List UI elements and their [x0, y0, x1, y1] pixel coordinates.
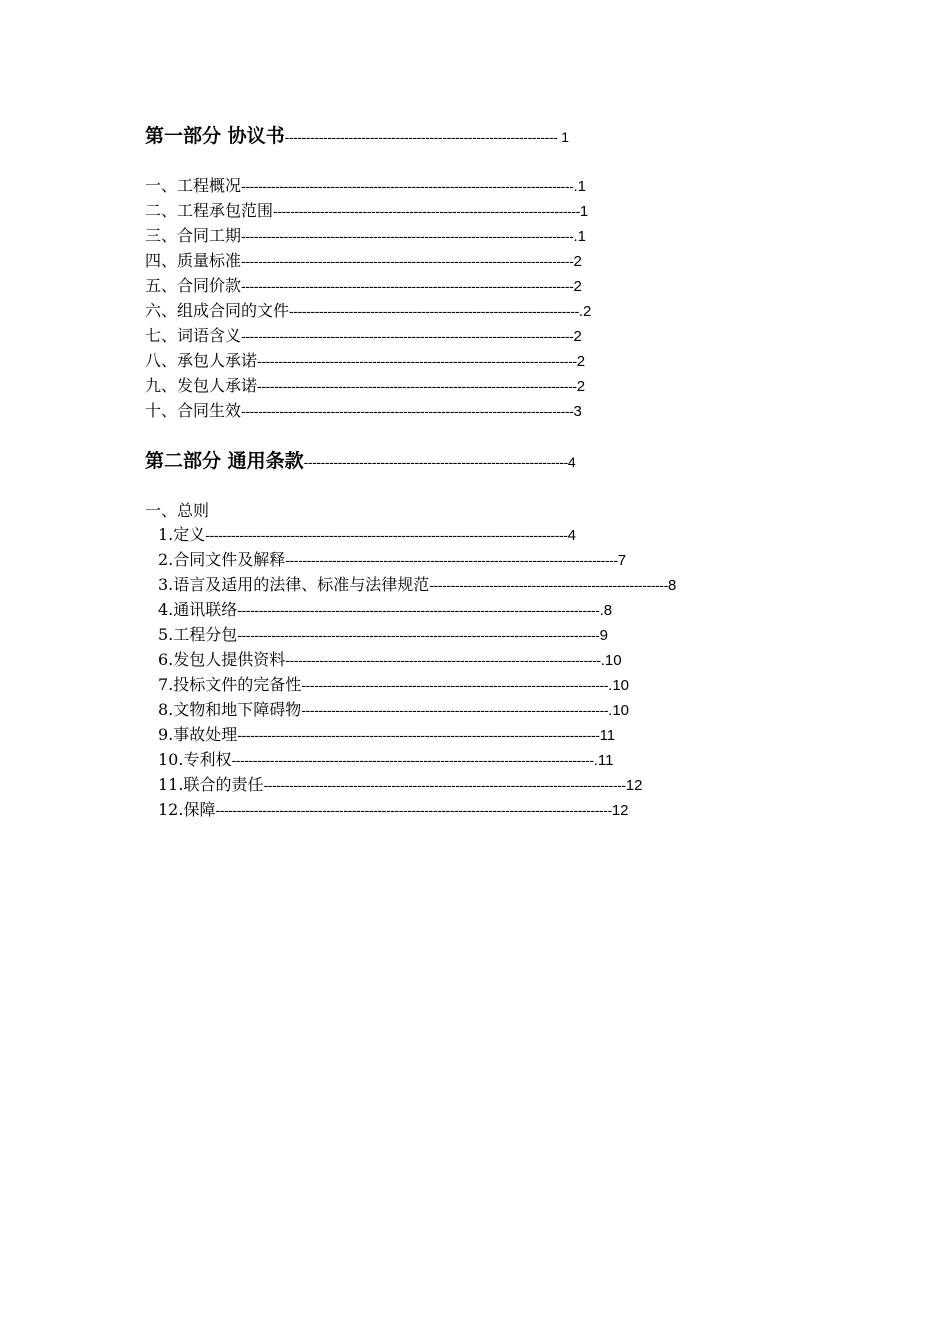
toc-leader: -------------------------------------------------------------------------------------	[237, 727, 600, 743]
toc-leader: ------------------------------------------------------------------------------	[241, 328, 574, 344]
toc-entry-page: 4	[567, 527, 576, 544]
toc-section-heading[interactable]	[145, 500, 445, 522]
toc-entry-label: 6.发包人提供资料	[158, 650, 286, 669]
toc-entry[interactable]	[145, 200, 775, 223]
toc-entry[interactable]	[145, 350, 777, 373]
toc-entry-page: 9	[599, 627, 608, 644]
toc-leader: ---------------------------------------------------------------------------------------------	[215, 802, 612, 818]
toc-entry[interactable]	[158, 574, 808, 597]
toc-entry[interactable]	[158, 799, 768, 822]
toc-entry-page: 2	[576, 378, 586, 395]
toc-entry-page: 12	[611, 802, 629, 819]
toc-entry-page: .2	[578, 303, 592, 320]
toc-entry[interactable]	[158, 674, 768, 697]
toc-entry-label: 四、质量标准	[145, 251, 242, 270]
toc-entry-page: .1	[573, 178, 586, 195]
toc-leader: ------------------------------------------------------------------------------	[241, 178, 574, 194]
toc-entry-page: 2	[573, 278, 582, 295]
toc-entry-page: 8	[667, 577, 677, 594]
toc-entry[interactable]	[158, 624, 768, 647]
toc-entry-label: 11.联合的责任	[158, 775, 264, 794]
toc-entry[interactable]	[158, 724, 768, 747]
toc-entry[interactable]	[158, 599, 768, 622]
toc-entry-page: .8	[599, 602, 613, 619]
toc-entry-page: 11	[599, 727, 616, 744]
toc-section-label: 一、总则	[145, 501, 210, 520]
toc-entry-label: 七、词语含义	[145, 326, 242, 345]
toc-entry[interactable]	[145, 300, 777, 323]
toc-leader: ------------------------------------------------------------------------------	[241, 278, 574, 294]
toc-leader: ------------------------------------------------------------------------------	[241, 253, 574, 269]
toc-entry[interactable]	[158, 649, 768, 672]
toc-entry-label: 8.文物和地下障碍物	[158, 700, 302, 719]
toc-leader: ------------------------------------------------------------------------	[301, 677, 609, 693]
toc-entry-label: 12.保障	[158, 800, 216, 819]
toc-part1-heading[interactable]	[145, 123, 765, 150]
toc-entry-label: 一、工程概况	[145, 176, 242, 195]
toc-leader: -------------------------------------------------------------------------------------	[205, 527, 568, 543]
toc-entry[interactable]	[145, 325, 777, 348]
toc-entry-label: 八、承包人承诺	[145, 351, 258, 370]
toc-entry-page: 3	[573, 403, 582, 420]
toc-leader: --------------------------------------------------------------------	[289, 303, 579, 319]
toc-entry[interactable]	[158, 549, 768, 572]
toc-leader: ----------------------------------------------------------------	[284, 129, 558, 145]
toc-entry[interactable]	[145, 225, 775, 248]
toc-entry-label: 4.通讯联络	[158, 600, 238, 619]
toc-entry[interactable]	[158, 774, 768, 797]
toc-leader: --------------------------------------------------------------------------	[285, 652, 601, 668]
toc-entry-label: 二、工程承包范围	[145, 201, 274, 220]
toc-entry-label: 9.事故处理	[158, 725, 238, 744]
toc-entry-label: 九、发包人承诺	[145, 376, 258, 395]
toc-leader: -------------------------------------------------------------------------------------	[263, 777, 626, 793]
toc-leader: ------------------------------------------------------------------------------	[285, 552, 618, 568]
toc-entry-label: 3.语言及适用的法律、标准与法律规范	[158, 575, 430, 594]
toc-entry-label: 10.专利权	[158, 750, 232, 769]
toc-entry[interactable]	[158, 699, 768, 722]
toc-leader: -------------------------------------------------------------------------------------	[237, 602, 600, 618]
toc-entry-page: .10	[608, 702, 630, 719]
toc-entry-page: .1	[573, 228, 586, 245]
toc-leader: -------------------------------------------------------------------------------------	[231, 752, 594, 768]
toc-leader: ---------------------------------------------------------------------------	[257, 353, 577, 369]
toc-entry-page: 2	[573, 253, 582, 270]
toc-entry[interactable]	[145, 275, 777, 298]
toc-part1-title: 第一部分 协议书	[145, 125, 285, 147]
toc-entry-page: 2	[573, 328, 582, 345]
toc-entry-label: 三、合同工期	[145, 226, 242, 245]
toc-entry-page: .10	[608, 677, 630, 694]
toc-entry[interactable]	[145, 375, 777, 398]
toc-entry-page: 12	[625, 777, 643, 794]
toc-part2-heading[interactable]	[145, 448, 765, 475]
toc-entry[interactable]	[145, 400, 777, 423]
toc-entry-page: .11	[593, 752, 614, 769]
toc-entry-label: 六、组成合同的文件	[145, 301, 290, 320]
toc-entry-label: 1.定义	[158, 525, 206, 544]
toc-leader: --------------------------------------------------------------	[303, 454, 568, 470]
toc-entry[interactable]	[158, 749, 768, 772]
toc-leader: ---------------------------------------------------------------------------	[257, 378, 577, 394]
toc-leader: --------------------------------------------------------	[429, 577, 668, 593]
toc-part2-title: 第二部分 通用条款	[145, 450, 304, 472]
toc-entry-page: 7	[617, 552, 627, 569]
toc-entry-page: .10	[600, 652, 622, 669]
toc-entry[interactable]	[145, 250, 777, 273]
toc-leader: ------------------------------------------------------------------------	[301, 702, 609, 718]
toc-entry-page: 1	[579, 203, 589, 220]
toc-entry-label: 5.工程分包	[158, 625, 238, 644]
toc-entry-label: 2.合同文件及解释	[158, 550, 286, 569]
toc-entry-label: 7.投标文件的完备性	[158, 675, 302, 694]
toc-entry-label: 十、合同生效	[145, 401, 242, 420]
toc-leader: ------------------------------------------------------------------------	[273, 203, 580, 219]
toc-part1-page: 1	[557, 129, 570, 145]
toc-leader: ------------------------------------------------------------------------------	[241, 228, 574, 244]
toc-part2-page: 4	[567, 454, 576, 470]
toc-leader: -------------------------------------------------------------------------------------	[237, 627, 600, 643]
toc-entry-page: 2	[576, 353, 586, 370]
toc-entry-label: 五、合同价款	[145, 276, 242, 295]
toc-entry[interactable]	[145, 175, 775, 198]
toc-entry[interactable]	[158, 524, 768, 547]
toc-leader: ------------------------------------------------------------------------------	[241, 403, 574, 419]
